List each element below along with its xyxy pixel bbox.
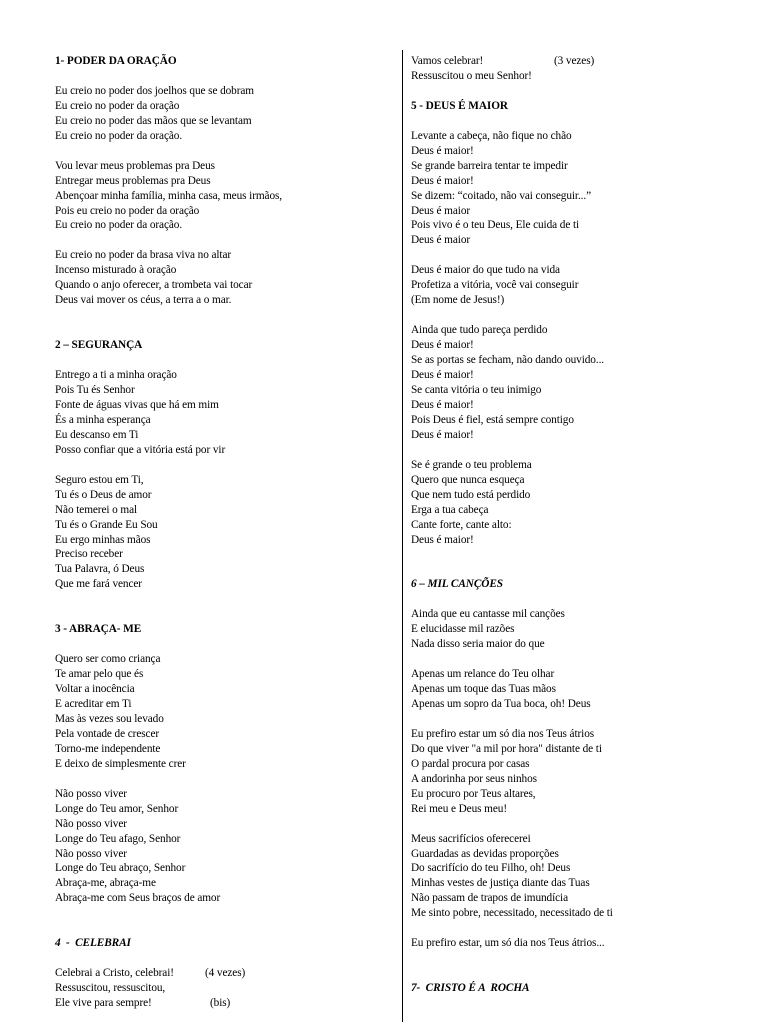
lyric-line: Se as portas se fecham, não dando ouvido... — [411, 354, 605, 367]
lyric-line: Erga a tua cabeça — [411, 503, 489, 516]
lyric-line: Abençoar minha família, minha casa, meus irmãos, — [55, 189, 283, 202]
blank-line — [55, 144, 385, 159]
lyric-line: Eu descanso em Ti — [55, 428, 139, 441]
section-heading: 4 - CELEBRAI — [55, 937, 131, 950]
lyric-line: O pardal procura por casas — [411, 757, 530, 770]
lyric-line: Se dizem: “coitado, não vai conseguir...” — [411, 189, 592, 202]
lyric-line: Eu creio no poder dos joelhos que se dobram — [55, 84, 254, 97]
blank-line — [411, 712, 756, 727]
blank-line — [411, 592, 756, 607]
lyric-line: Não posso viver — [55, 847, 127, 860]
repeat-note: (bis) — [210, 997, 231, 1010]
blank-line — [55, 353, 385, 368]
lyric-line: Abraça-me com Seus braços de amor — [55, 892, 221, 905]
blank-line — [411, 562, 756, 577]
lyric-line: Cante forte, cante alto: — [411, 518, 512, 531]
lyric-line: Não passam de trapos de imundícia — [411, 892, 569, 905]
section-heading: 5 - DEUS É MAIOR — [411, 99, 508, 112]
lyric-line: Deus é maior! — [411, 369, 474, 382]
lyric-line: (Em nome de Jesus!) — [411, 294, 505, 307]
lyric-line: Longe do Teu amor, Senhor — [55, 802, 179, 815]
blank-line — [411, 951, 756, 966]
lyric-line: Pois eu creio no poder da oração — [55, 204, 200, 217]
section-heading: 7- CRISTO É A ROCHA — [411, 982, 530, 995]
lyric-line: Profetiza a vitória, você vai conseguir — [411, 279, 579, 292]
column-divider — [402, 50, 403, 1022]
lyric-line: Deus é maior! — [411, 144, 474, 157]
blank-line — [411, 114, 756, 129]
lyric-line: E acreditar em Ti — [55, 697, 132, 710]
lyric-line: Se canta vitória o teu inimigo — [411, 383, 542, 396]
lyric-line: Mas às vezes sou levado — [55, 712, 164, 725]
section-heading: 2 – SEGURANÇA — [55, 339, 143, 352]
lyric-line: Do que viver "a mil por hora" distante de ti — [411, 742, 602, 755]
lyric-line — [55, 966, 385, 981]
lyric-line: Deus é maior! — [411, 398, 474, 411]
lyric-line: Nada disso seria maior do que — [411, 638, 545, 651]
lyric-line: Do sacrifício do teu Filho, oh! Deus — [411, 862, 571, 875]
blank-line — [411, 817, 756, 832]
lyric-line: Entrego a ti a minha oração — [55, 369, 177, 382]
lyric-line: Voltar a inocência — [55, 683, 135, 696]
lyric-line: Incenso misturado à oração — [55, 264, 177, 277]
lyric-line: Eu prefiro estar, um só dia nos Teus átrios... — [411, 937, 605, 950]
lyric-line: Deus é maior do que tudo na vida — [411, 264, 560, 277]
lyric-line: Rei meu e Deus meu! — [411, 802, 507, 815]
lyric-line: Se grande barreira tentar te impedir — [411, 159, 568, 172]
lyric-line: Deus é maior! — [411, 533, 474, 546]
left-column — [55, 54, 385, 1011]
blank-line — [55, 592, 385, 607]
lyric-line: Posso confiar que a vitória está por vir — [55, 443, 226, 456]
lyric-line: Deus vai mover os céus, a terra a o mar. — [55, 294, 232, 307]
lyric-line: Deus é maior — [411, 234, 471, 247]
section-heading: 6 – MIL CANÇÕES — [411, 578, 503, 591]
blank-line — [55, 637, 385, 652]
lyric-line: Eu creio no poder da brasa viva no altar — [55, 249, 232, 262]
lyric-line: Apenas um relance do Teu olhar — [411, 668, 555, 681]
lyric-line: Ainda que tudo pareça perdido — [411, 324, 548, 337]
blank-line — [411, 966, 756, 981]
lyric-line: Eu creio no poder da oração. — [55, 219, 183, 232]
lyric-line: Levante a cabeça, não fique no chão — [411, 129, 572, 142]
blank-line — [55, 308, 385, 323]
repeat-note: (3 vezes) — [554, 55, 595, 67]
lyric-line: Quero ser como criança — [55, 653, 161, 666]
blank-line — [55, 607, 385, 622]
lyric-line: Quando o anjo oferecer, a trombeta vai tocar — [55, 279, 253, 292]
blank-line — [55, 233, 385, 248]
lyric-line: Guardadas as devidas proporções — [411, 847, 559, 860]
blank-line — [55, 921, 385, 936]
lyric-line: Tu és o Grande Eu Sou — [55, 518, 158, 531]
blank-line — [55, 951, 385, 966]
lyric-line: Deus é maior! — [411, 339, 474, 352]
blank-line — [55, 69, 385, 84]
lyric-line: Que me fará vencer — [55, 578, 142, 591]
lyric-line: Entregar meus problemas pra Deus — [55, 174, 211, 187]
lyric-line: Pois vivo é o teu Deus, Ele cuida de ti — [411, 219, 580, 232]
lyric-line: Eu prefiro estar um só dia nos Teus átrios — [411, 727, 595, 740]
lyric-line: Ressuscitou, ressuscitou, — [55, 982, 166, 995]
section-heading: 1- PODER DA ORAÇÃO — [55, 55, 177, 67]
lyric-line: Pela vontade de crescer — [55, 727, 160, 740]
lyric-line: Ressuscitou o meu Senhor! — [411, 69, 532, 82]
blank-line — [411, 547, 756, 562]
blank-line — [411, 84, 756, 99]
lyric-line — [55, 996, 385, 1011]
lyric-line: Te amar pelo que és — [55, 668, 144, 681]
lyric-line: Apenas um toque das Tuas mãos — [411, 683, 556, 696]
lyric-line: Quero que nunca esqueça — [411, 473, 525, 486]
lyric-line: E deixo de simplesmente crer — [55, 757, 186, 770]
lyric-text: Celebrai a Cristo, celebrai! — [55, 967, 174, 980]
lyric-line: Me sinto pobre, necessitado, necessitado de ti — [411, 907, 613, 920]
lyric-line: Apenas um sopro da Tua boca, oh! Deus — [411, 697, 591, 710]
lyric-line: Seguro estou em Ti, — [55, 473, 144, 486]
lyric-line: Vou levar meus problemas pra Deus — [55, 159, 215, 172]
lyric-line: A andorinha por seus ninhos — [411, 772, 537, 785]
lyric-line: Fonte de águas vivas que há em mim — [55, 398, 219, 411]
lyric-line: Não posso viver — [55, 817, 127, 830]
lyric-line: Eu ergo minhas mãos — [55, 533, 151, 546]
lyric-line — [411, 54, 756, 69]
blank-line — [411, 248, 756, 263]
lyric-line: Deus é maior — [411, 204, 471, 217]
lyric-line: Abraça-me, abraça-me — [55, 877, 156, 890]
lyric-line: Deus é maior! — [411, 428, 474, 441]
lyric-line: Se é grande o teu problema — [411, 458, 532, 471]
lyric-line: Não posso viver — [55, 787, 127, 800]
lyric-line: Eu creio no poder da oração — [55, 99, 180, 112]
blank-line — [411, 443, 756, 458]
lyric-line: Eu creio no poder da oração. — [55, 129, 183, 142]
lyric-line: Longe do Teu abraço, Senhor — [55, 862, 186, 875]
lyric-line: Meus sacrifícios oferecerei — [411, 832, 531, 845]
lyric-line: Pois Deus é fiel, está sempre contigo — [411, 413, 574, 426]
lyric-line: Tu és o Deus de amor — [55, 488, 152, 501]
lyric-line: Eu creio no poder das mãos que se levantam — [55, 114, 252, 127]
lyric-line: Longe do Teu afago, Senhor — [55, 832, 181, 845]
blank-line — [55, 458, 385, 473]
lyric-line: Preciso receber — [55, 548, 123, 561]
lyric-line: Ainda que eu cantasse mil canções — [411, 608, 565, 621]
blank-line — [55, 323, 385, 338]
blank-line — [411, 308, 756, 323]
blank-line — [411, 652, 756, 667]
lyric-line: Deus é maior! — [411, 174, 474, 187]
lyric-line: Tua Palavra, ó Deus — [55, 563, 145, 576]
lyric-line: E elucidasse mil razões — [411, 623, 515, 636]
lyric-text: Vamos celebrar! — [411, 55, 484, 67]
lyric-line: És a minha esperança — [55, 413, 151, 426]
blank-line — [411, 921, 756, 936]
blank-line — [55, 772, 385, 787]
lyric-line: Não temerei o mal — [55, 503, 138, 516]
lyric-line: Torno-me independente — [55, 742, 161, 755]
lyric-line: Que nem tudo está perdido — [411, 488, 531, 501]
right-column — [411, 54, 756, 996]
blank-line — [55, 906, 385, 921]
section-heading: 3 - ABRAÇA- ME — [55, 623, 142, 636]
lyric-line: Pois Tu és Senhor — [55, 383, 135, 396]
lyric-text: Ele vive para sempre! — [55, 997, 152, 1010]
lyric-line: Eu procuro por Teus altares, — [411, 787, 536, 800]
repeat-note: (4 vezes) — [205, 967, 246, 980]
lyric-line: Minhas vestes de justiça diante das Tuas — [411, 877, 590, 890]
